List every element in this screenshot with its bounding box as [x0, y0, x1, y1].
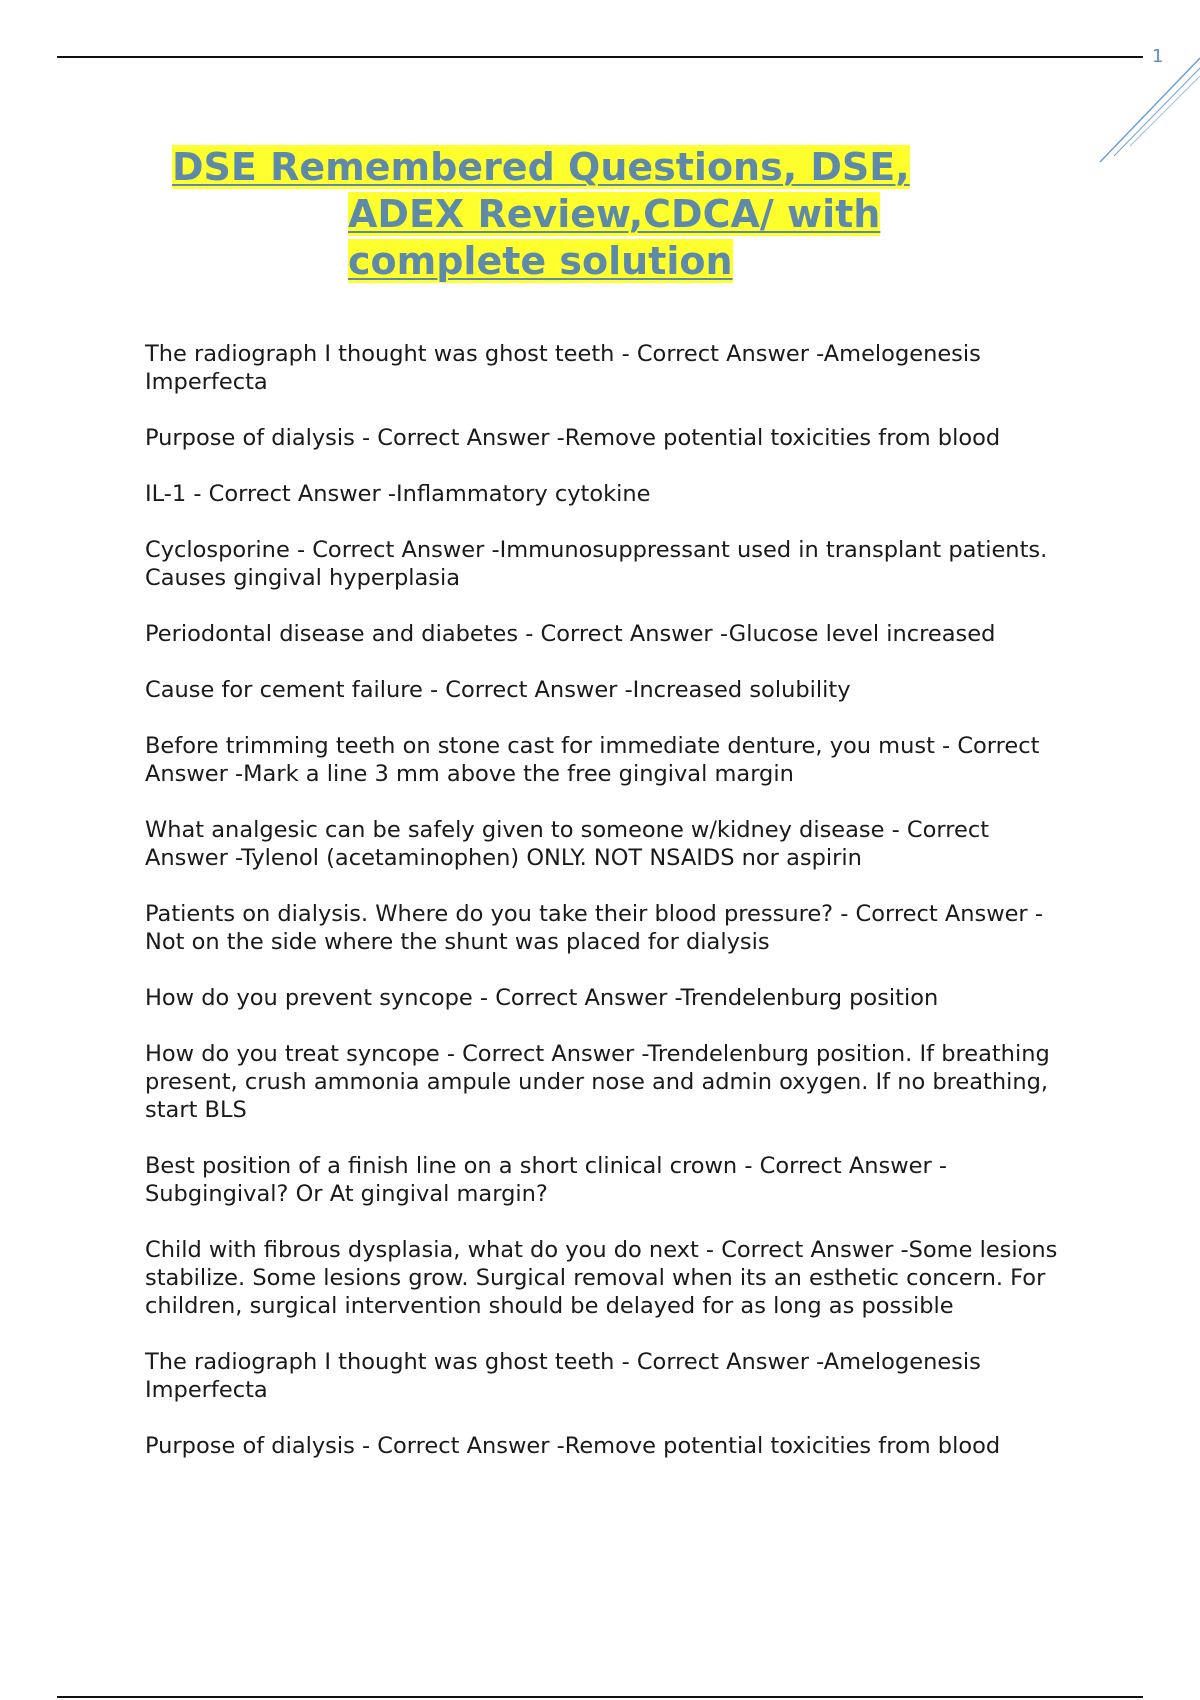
qa-list — [145, 340, 1075, 1488]
qa-item: Cyclosporine - Correct Answer -Immunosuppressant used in transplant patients. Causes gingival hyperplasia — [145, 537, 1048, 591]
title-line-1: DSE Remembered Questions, DSE, — [172, 145, 910, 189]
qa-item: Purpose of dialysis - Correct Answer -Remove potential toxicities from blood — [145, 425, 1001, 451]
qa-item: How do you treat syncope - Correct Answer -Trendelenburg position. If breathing present, crush ammonia ampule under nose and admin oxygen. If no breathing, start BLS — [145, 1041, 1050, 1123]
page-number: 1 — [1152, 46, 1164, 67]
title-line-3: complete solution — [348, 239, 733, 283]
qa-item: Periodontal disease and diabetes - Correct Answer -Glucose level increased — [145, 621, 996, 647]
qa-item: Best position of a finish line on a short clinical crown - Correct Answer -Subgingival? Or At gingival margin? — [145, 1153, 948, 1207]
corner-decoration — [1090, 50, 1200, 170]
footer-rule — [57, 1696, 1143, 1698]
title-line-2: ADEX Review,CDCA/ with — [348, 192, 881, 236]
qa-item: IL-1 - Correct Answer -Inflammatory cytokine — [145, 481, 651, 507]
qa-item: Patients on dialysis. Where do you take their blood pressure? - Correct Answer -Not on the side where the shunt was placed for dialysis — [145, 901, 1043, 955]
qa-item: The radiograph I thought was ghost teeth - Correct Answer -Amelogenesis Imperfecta — [145, 1349, 981, 1403]
document-title — [172, 144, 1032, 285]
qa-item: Cause for cement failure - Correct Answer -Increased solubility — [145, 677, 851, 703]
header-rule — [57, 56, 1143, 58]
qa-item: Child with fibrous dysplasia, what do you do next - Correct Answer -Some lesions stabilize. Some lesions grow. Surgical removal when its an esthetic concern. For children, surgical intervention should be delayed for as long as possible — [145, 1237, 1058, 1319]
qa-item: The radiograph I thought was ghost teeth - Correct Answer -Amelogenesis Imperfecta — [145, 341, 981, 395]
qa-item: What analgesic can be safely given to someone w/kidney disease - Correct Answer -Tylenol (acetaminophen) ONLY. NOT NSAIDS nor aspirin — [145, 817, 990, 871]
qa-item: Purpose of dialysis - Correct Answer -Remove potential toxicities from blood — [145, 1433, 1001, 1459]
qa-item: Before trimming teeth on stone cast for immediate denture, you must - Correct Answer -Mark a line 3 mm above the free gingival margin — [145, 733, 1040, 787]
qa-item: How do you prevent syncope - Correct Answer -Trendelenburg position — [145, 985, 939, 1011]
